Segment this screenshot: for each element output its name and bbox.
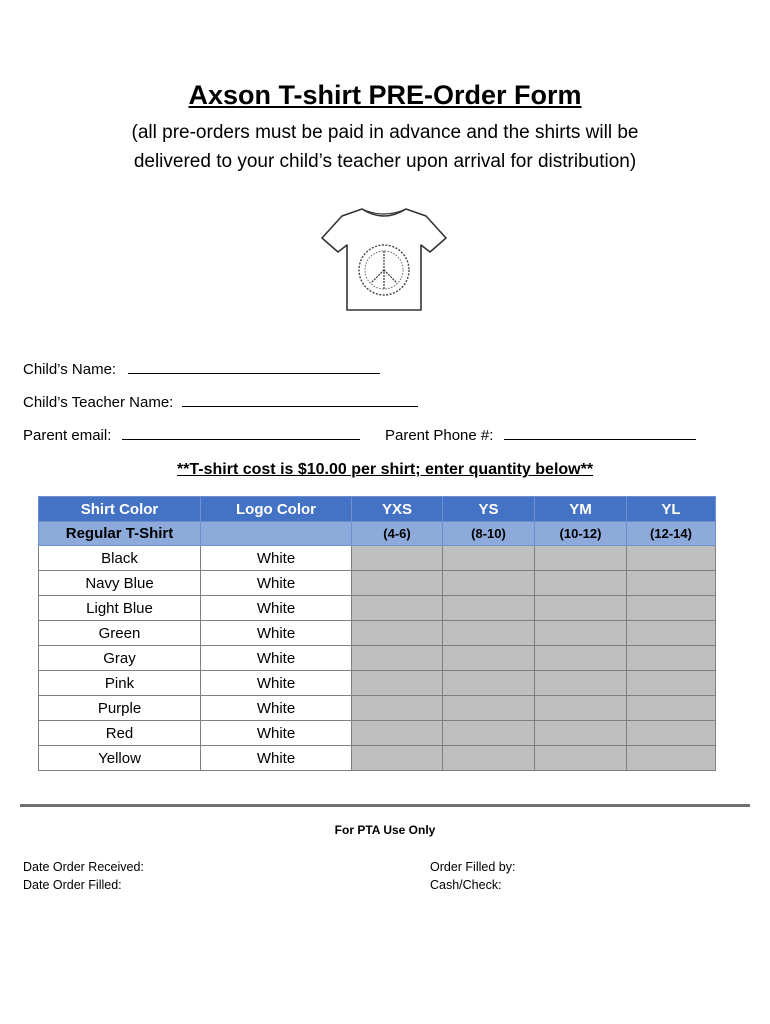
- qty-cell-ym[interactable]: [535, 721, 627, 746]
- date-received-label: Date Order Received:: [23, 860, 144, 874]
- logo-color-cell: White: [201, 621, 352, 646]
- table-row: [39, 571, 716, 596]
- child-name-field[interactable]: [23, 361, 380, 378]
- qty-cell-ys[interactable]: [443, 546, 535, 571]
- qty-cell-yxs[interactable]: [352, 696, 443, 721]
- subheader-yxs-range: (4-6): [352, 522, 443, 546]
- parent-phone-field[interactable]: [385, 427, 696, 444]
- qty-cell-yl[interactable]: [627, 571, 716, 596]
- subheader-ys-range: (8-10): [443, 522, 535, 546]
- cash-check-label: Cash/Check:: [430, 878, 502, 892]
- qty-cell-yxs[interactable]: [352, 596, 443, 621]
- subheader-ym-range: (10-12): [535, 522, 627, 546]
- qty-cell-ys[interactable]: [443, 571, 535, 596]
- header-ys: YS: [443, 497, 535, 522]
- qty-cell-ym[interactable]: [535, 571, 627, 596]
- date-filled-label: Date Order Filled:: [23, 878, 122, 892]
- qty-cell-ys[interactable]: [443, 696, 535, 721]
- logo-color-cell: White: [201, 596, 352, 621]
- header-logo-color: Logo Color: [201, 497, 352, 522]
- table-row: [39, 746, 716, 771]
- order-table: [38, 496, 716, 771]
- teacher-name-line[interactable]: [182, 394, 418, 407]
- qty-cell-yl[interactable]: [627, 746, 716, 771]
- qty-cell-ym[interactable]: [535, 671, 627, 696]
- qty-cell-ym[interactable]: [535, 746, 627, 771]
- shirt-color-cell: Black: [39, 546, 201, 571]
- qty-cell-ym[interactable]: [535, 546, 627, 571]
- teacher-name-label: Child’s Teacher Name:: [23, 394, 174, 411]
- form-title: Axson T-shirt PRE-Order Form: [188, 80, 582, 110]
- table-row: [39, 621, 716, 646]
- section-divider: [20, 804, 750, 807]
- qty-cell-yl[interactable]: [627, 621, 716, 646]
- table-row: [39, 546, 716, 571]
- qty-cell-yxs[interactable]: [352, 746, 443, 771]
- shirt-color-cell: Pink: [39, 671, 201, 696]
- table-header-row: [39, 497, 716, 522]
- qty-cell-ys[interactable]: [443, 671, 535, 696]
- table-row: [39, 671, 716, 696]
- logo-color-cell: White: [201, 646, 352, 671]
- logo-color-cell: White: [201, 671, 352, 696]
- qty-cell-yxs[interactable]: [352, 721, 443, 746]
- shirt-color-cell: Navy Blue: [39, 571, 201, 596]
- qty-cell-yl[interactable]: [627, 721, 716, 746]
- parent-email-label: Parent email:: [23, 427, 112, 444]
- form-subtitle: [40, 118, 730, 176]
- qty-cell-yl[interactable]: [627, 646, 716, 671]
- qty-cell-ym[interactable]: [535, 696, 627, 721]
- header-shirt-color: Shirt Color: [39, 497, 201, 522]
- qty-cell-yxs[interactable]: [352, 671, 443, 696]
- logo-color-cell: White: [201, 571, 352, 596]
- qty-cell-ym[interactable]: [535, 621, 627, 646]
- qty-cell-yxs[interactable]: [352, 546, 443, 571]
- parent-phone-label: Parent Phone #:: [385, 427, 494, 444]
- qty-cell-yxs[interactable]: [352, 621, 443, 646]
- qty-cell-ys[interactable]: [443, 646, 535, 671]
- qty-cell-ys[interactable]: [443, 621, 535, 646]
- subtitle-line-1: (all pre-orders must be paid in advance and the shirts will be: [131, 122, 639, 143]
- logo-color-cell: White: [201, 746, 352, 771]
- subheader-regular-tshirt: Regular T-Shirt: [39, 522, 201, 546]
- qty-cell-ys[interactable]: [443, 746, 535, 771]
- child-name-line[interactable]: [128, 361, 380, 374]
- qty-cell-ys[interactable]: [443, 596, 535, 621]
- qty-cell-yl[interactable]: [627, 596, 716, 621]
- parent-email-field[interactable]: [23, 427, 360, 444]
- header-yl: YL: [627, 497, 716, 522]
- qty-cell-yxs[interactable]: [352, 646, 443, 671]
- shirt-color-cell: Green: [39, 621, 201, 646]
- table-body: [39, 546, 716, 771]
- child-name-label: Child’s Name:: [23, 361, 117, 378]
- pta-heading: For PTA Use Only: [334, 823, 436, 837]
- filled-by-label: Order Filled by:: [430, 860, 516, 874]
- teacher-name-field[interactable]: [23, 394, 418, 411]
- qty-cell-yl[interactable]: [627, 671, 716, 696]
- qty-cell-yl[interactable]: [627, 546, 716, 571]
- header-ym: YM: [535, 497, 627, 522]
- table-row: [39, 721, 716, 746]
- shirt-color-cell: Gray: [39, 646, 201, 671]
- table-subheader-row: [39, 522, 716, 546]
- subheader-blank: [201, 522, 352, 546]
- qty-cell-ys[interactable]: [443, 721, 535, 746]
- qty-cell-yxs[interactable]: [352, 571, 443, 596]
- qty-cell-ym[interactable]: [535, 596, 627, 621]
- cost-note: **T-shirt cost is $10.00 per shirt; enter quantity below**: [176, 461, 594, 478]
- qty-cell-yl[interactable]: [627, 696, 716, 721]
- shirt-color-cell: Purple: [39, 696, 201, 721]
- table-row: [39, 696, 716, 721]
- subtitle-line-2: delivered to your child’s teacher upon arrival for distribution): [133, 151, 637, 172]
- logo-color-cell: White: [201, 721, 352, 746]
- logo-color-cell: White: [201, 546, 352, 571]
- header-yxs: YXS: [352, 497, 443, 522]
- logo-color-cell: White: [201, 696, 352, 721]
- shirt-color-cell: Light Blue: [39, 596, 201, 621]
- parent-email-line[interactable]: [122, 427, 360, 440]
- subheader-yl-range: (12-14): [627, 522, 716, 546]
- table-row: [39, 596, 716, 621]
- shirt-color-cell: Red: [39, 721, 201, 746]
- tshirt-peace-logo-icon: [320, 205, 448, 315]
- qty-cell-ym[interactable]: [535, 646, 627, 671]
- parent-phone-line[interactable]: [504, 427, 696, 440]
- shirt-color-cell: Yellow: [39, 746, 201, 771]
- table-row: [39, 646, 716, 671]
